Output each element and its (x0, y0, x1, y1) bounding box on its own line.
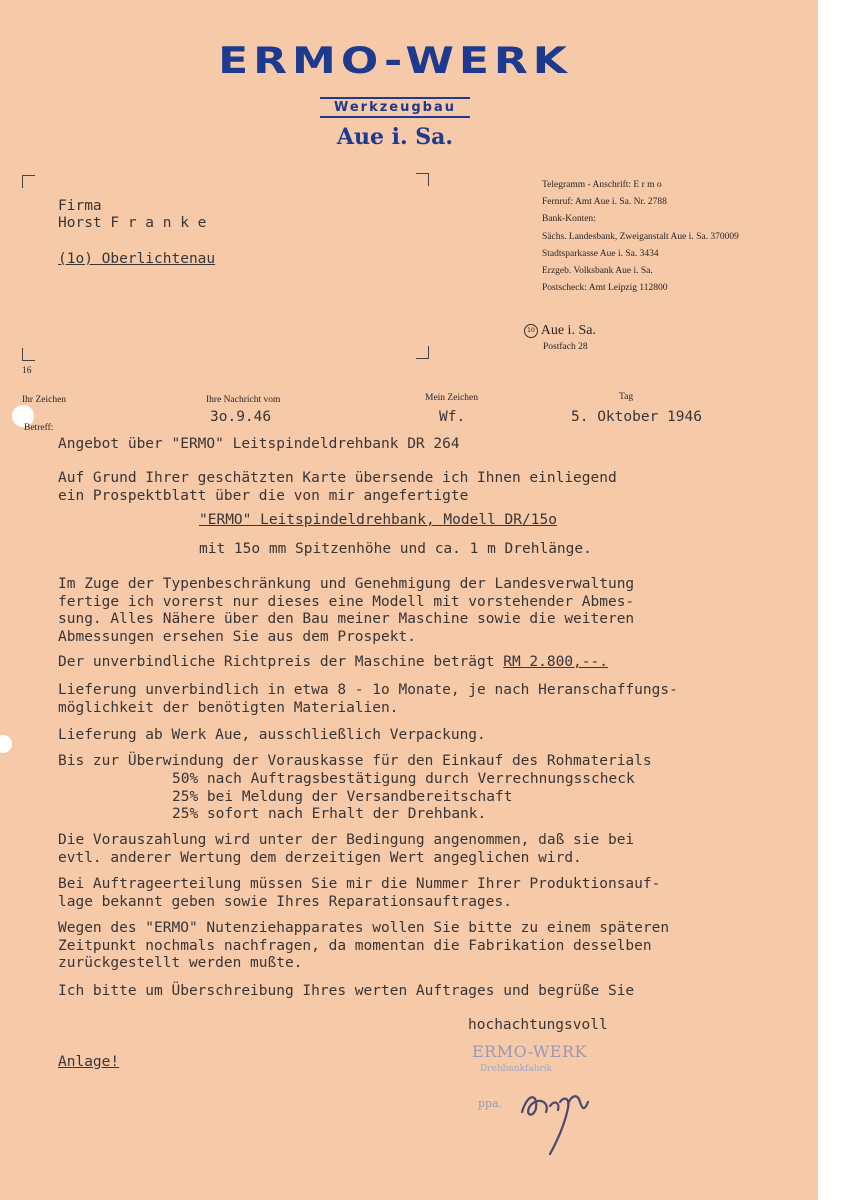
sender-info-line: Fernruf: Amt Aue i. Sa. Nr. 2788 (542, 197, 667, 208)
body-line: Auf Grund Ihrer geschätzten Karte übersende ich Ihnen einliegend (58, 470, 617, 486)
body-line: möglichkeit der benötigten Materialien. (58, 699, 399, 716)
nachricht-label: Ihre Nachricht vom (206, 395, 281, 405)
window-mark-top-left (22, 175, 35, 188)
sender-info-line: Erzgeb. Volksbank Aue i. Sa. (542, 266, 653, 277)
model-spec-line: mit 15o mm Spitzenhöhe und ca. 1 m Drehlänge. (199, 541, 592, 557)
signature (510, 1072, 600, 1162)
body-line: lage bekannt geben sowie Ihres Reparationsauftrages. (58, 893, 512, 910)
payment-term: 25% sofort nach Erhalt der Drehbank. (172, 806, 487, 822)
mein-zeichen-label: Mein Zeichen (425, 393, 479, 403)
paragraph-8 (58, 876, 660, 911)
company-subtitle: Werkzeugbau (320, 97, 470, 118)
enclosure-note: Anlage! (58, 1054, 120, 1070)
date-value: 5. Oktober 1946 (571, 409, 702, 425)
model-line: "ERMO" Leitspindeldrehbank, Modell DR/15o (199, 512, 557, 528)
punch-hole (0, 735, 12, 753)
price-text: Der unverbindliche Richtpreis der Maschine beträgt (58, 654, 504, 670)
subject-line: Angebot über "ERMO" Leitspindeldrehbank DR 264 (58, 436, 460, 452)
body-line: fertige ich vorerst nur dieses eine Modell mit vorstehender Abmes- (58, 593, 635, 610)
closing-greeting: hochachtungsvoll (468, 1017, 608, 1033)
body-line: evtl. anderer Wertung dem derzeitigen Wert angeglichen wird. (58, 849, 582, 866)
recipient-line-2: Horst F r a n k e (58, 215, 207, 231)
body-line: zurückgestellt werden mußte. (58, 955, 303, 971)
nachricht-value: 3o.9.46 (210, 409, 272, 425)
sender-info-line: Postscheck: Amt Leipzig 112800 (542, 283, 668, 294)
payment-term: 50% nach Auftragsbestätigung durch Verrechnungsscheck (172, 771, 635, 787)
paragraph-10: Ich bitte um Überschreibung Ihres werten Auftrages und begrüße Sie (58, 983, 635, 999)
mein-zeichen-value: Wf. (439, 409, 466, 425)
body-line: Bei Auftrageerteilung müssen Sie mir die Nummer Ihrer Produktionsauf- (58, 876, 661, 892)
paragraph-6: Bis zur Überwindung der Vorauskasse für den Einkauf des Rohmaterials (58, 753, 652, 769)
sender-info (542, 177, 739, 297)
price-line (58, 654, 608, 670)
sender-info-line: Bank-Konten: (542, 214, 596, 225)
recipient-line-3: (1o) Oberlichtenau (58, 251, 216, 267)
paragraph-7 (58, 832, 634, 867)
price-value: RM 2.800,--. (503, 654, 608, 670)
payment-terms-list (172, 771, 635, 824)
sender-info-line: Telegramm - Anschrift: E r m o (542, 180, 662, 190)
postal-city: Aue i. Sa. (540, 323, 596, 338)
postfach: Postfach 28 (543, 342, 588, 352)
paragraph-2 (58, 576, 634, 646)
paragraph-9 (58, 920, 669, 973)
betreff-label: Betreff: (24, 423, 54, 433)
fold-number: 16 (22, 366, 32, 376)
body-line: Zeitpunkt nochmals nachfragen, da momentan die Fabrikation desselben (58, 937, 652, 954)
paragraph-4 (58, 682, 678, 717)
postal-zone-icon: 10 (524, 324, 538, 338)
ihr-zeichen-label: Ihr Zeichen (22, 395, 67, 405)
payment-term: 25% bei Meldung der Versandbereitschaft (172, 788, 513, 805)
window-mark-bottom-right (416, 346, 429, 359)
sender-info-line: Sächs. Landesbank, Zweiganstalt Aue i. Sa. 370009 (542, 231, 739, 242)
window-mark-bottom-left (22, 348, 35, 361)
postal-city-row (524, 323, 596, 339)
company-stamp-sub: Drehbankfabrik (480, 1064, 553, 1074)
company-city: Aue i. Sa. (336, 124, 454, 150)
body-line: Lieferung unverbindlich in etwa 8 - 1o Monate, je nach Heranschaffungs- (58, 682, 678, 698)
body-line: Abmessungen ersehen Sie aus dem Prospekt. (58, 628, 416, 645)
body-line: Im Zuge der Typenbeschränkung und Genehmigung der Landesverwaltung (58, 576, 635, 592)
ppa-label: ppa. (478, 1097, 503, 1110)
paragraph-5: Lieferung ab Werk Aue, ausschließlich Verpackung. (58, 727, 486, 743)
body-line: ein Prospektblatt über die von mir angefertigte (58, 487, 469, 504)
window-mark-top-right (416, 173, 429, 186)
body-line: Wegen des "ERMO" Nutenziehapparates wollen Sie bitte zu einem späteren (58, 920, 670, 936)
sender-info-line: Stadtsparkasse Aue i. Sa. 3434 (542, 248, 659, 259)
recipient-line-1: Firma (58, 198, 102, 214)
body-line: sung. Alles Nähere über den Bau meiner Maschine sowie die weiteren (58, 611, 635, 627)
body-line: Die Vorauszahlung wird unter der Bedingung angenommen, daß sie bei (58, 832, 635, 848)
paragraph-1 (58, 470, 617, 505)
company-name: ERMO-WERK (218, 40, 572, 82)
company-stamp: ERMO-WERK (472, 1042, 587, 1061)
tag-label: Tag (619, 392, 634, 402)
